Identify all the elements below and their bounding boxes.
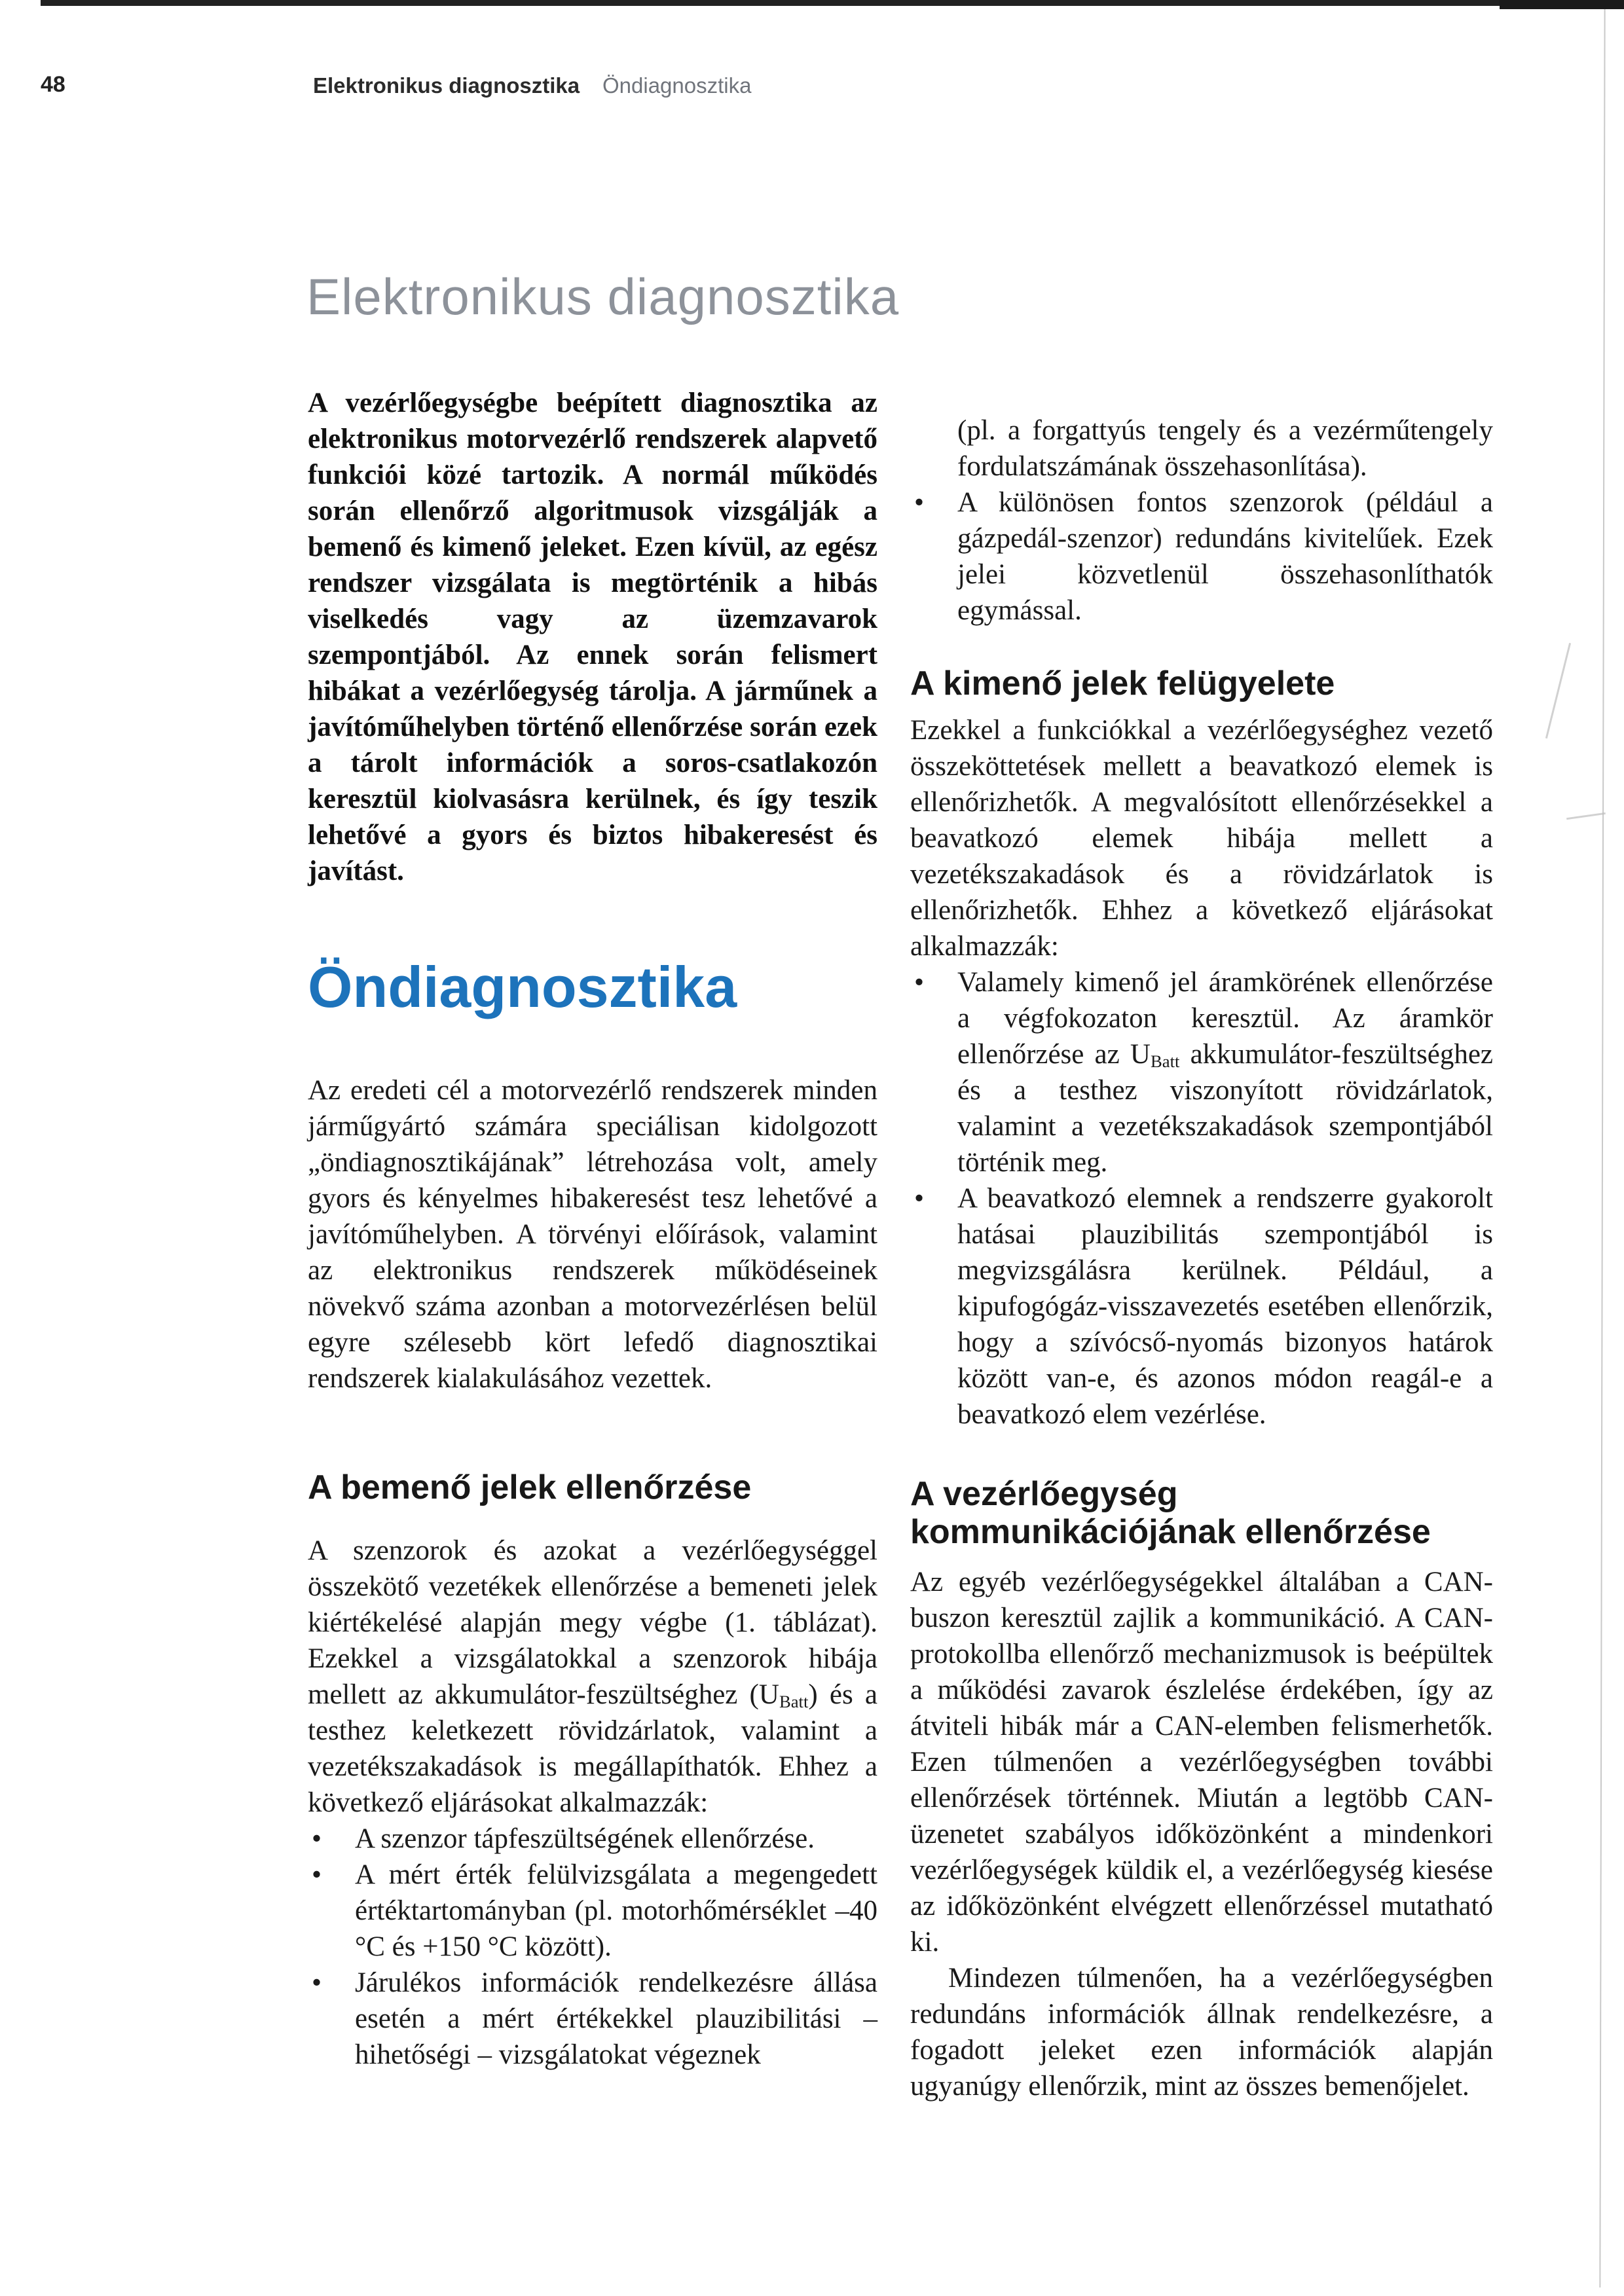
subheading-input-signals: A bemenő jelek ellenőrzése <box>308 1468 752 1506</box>
left-column <box>308 385 877 2073</box>
list-item <box>308 1821 877 1857</box>
header-section-title: Öndiagnosztika <box>602 73 752 98</box>
list-item <box>308 1965 877 2073</box>
section-heading-ondiagnosztika: Öndiagnosztika <box>308 955 737 1019</box>
list-item-text: Valamely kimenő jel áramkörének ellenőrzése a végfokozaton keresztül. Az áramkör ellenőrzése az $U_{Batt}$ akkumulátor-feszültséghez és a testhez viszonyított rövidzárlatok, valamint a vezetékszakadások szempontjából történik meg. <box>957 967 1493 1178</box>
subheading-ecu-communication: A vezérlőegység kommunikációjának ellenőrzése <box>910 1475 1431 1551</box>
list-item-text: Járulékos információk rendelkezésre állása esetén a mért értékekkel plauzibilitási – hihetőségi – vizsgálatokat végeznek <box>355 1967 877 2070</box>
list-item-text: A különösen fontos szenzorok (például a gázpedál-szenzor) redundáns kivitelűek. Ezek jelei közvetlenül összehasonlíthatók egymással. <box>957 487 1493 626</box>
paragraph: Az eredeti cél a motorvezérlő rendszerek minden járműgyártó számára speciálisan kidolgozott „öndiagnosztikájának” létrehozása volt, amely gyors és kényelmes hibakeresést tesz lehetővé a javítóműhelyben. A törvényi előírások, valamint az elektronikus rendszerek működéseinek növekvő száma azonban a motorvezérlésen belül egyre szélesebb kört lefedő diagnosztikai rendszerek kialakulásához vezettek. <box>308 1075 877 1394</box>
subheading-output-signals: A kimenő jelek felügyelete <box>910 665 1335 702</box>
bullet-icon: • <box>914 487 925 518</box>
list-item <box>910 484 1493 629</box>
running-header <box>0 72 1624 103</box>
header-chapter-title: Elektronikus diagnosztika <box>313 73 580 98</box>
scan-artifact <box>1545 643 1571 738</box>
scan-artifact <box>1566 812 1606 820</box>
page-title: Elektronikus diagnosztika <box>306 268 900 325</box>
paragraph: A szenzorok és azokat a vezérlőegységgel összekötő vezetékek ellenőrzése a bemeneti jelek kiértékelésé alapján megy végbe (1. táblázat). Ezekkel a vizsgálatokkal a szenzorok hibája mellett az akkumulátor-feszültséghez $(U_{Batt})$ és a testhez keletkezett rövidzárlatok, valamint a vezetékszakadások is megállapíthatók. Ehhez a következő eljárásokat alkalmazzák: <box>308 1535 877 1818</box>
paragraph: Mindezen túlmenően, ha a vezérlőegységben redundáns információk állnak rendelkezésre, a fogadott jeleket ezen információk alapján ugyanúgy ellenőrzik, mint az összes bemenőjelet. <box>910 1963 1493 2102</box>
bullet-icon: • <box>914 1183 925 1214</box>
page-edge-line <box>1599 9 1605 2287</box>
list-item-continuation: (pl. a forgattyús tengely és a vezérműtengely fordulatszámának összehasonlítása). <box>957 415 1493 482</box>
bullet-icon: • <box>914 967 925 998</box>
right-column <box>910 412 1493 2104</box>
bullet-icon: • <box>312 1823 322 1854</box>
page-number: 48 <box>41 72 65 97</box>
paragraph: Ezekkel a funkciókkal a vezérlőegységhez vezető összeköttetések mellett a beavatkozó elemek is ellenőrizhetők. A megvalósított ellenőrzésekkel a beavatkozó elemek hibája mellett a vezetékszakadások és a rövidzárlatok is ellenőrizhetők. Ehhez a következő eljárásokat alkalmazzák: <box>910 715 1493 962</box>
bullet-icon: • <box>312 1967 322 1998</box>
paragraph: Az egyéb vezérlőegységekkel általában a CAN-buszon keresztül zajlik a kommunikáció. A CAN-protokollba ellenőrző mechanizmusok is beépültek a működési zavarok észlelése érdekében, így az átviteli hibák már a CAN-elemben felismerhetők. Ezen túlmenően a vezérlőegységben további ellenőrzések történnek. Miután a legtöbb CAN-üzenetet szabályos időközönként a mindenkori vezérlőegységek küldik el, a vezérlőegység kiesése az időközönként elvégzett ellenőrzéssel mutatható ki. <box>910 1567 1493 1958</box>
intro-paragraph: A vezérlőegységbe beépített diagnosztika az elektronikus motorvezérlő rendszerek alapvető funkciói közé tartozik. A normál működés során ellenőrző algoritmusok vizsgálják a bemenő és kimenő jeleket. Ezen kívül, az egész rendszer vizsgálata is megtörténik a hibás viselkedés vagy az üzemzavarok szempontjából. Az ennek során felismert hibákat a vezérlőegység tárolja. A járműnek a javítóműhelyben történő ellenőrzése során ezek a tárolt információk a soros-csatlakozón keresztül kiolvasásra kerülnek, és így teszik lehetővé a gyors és biztos hibakeresést és javítást. <box>308 388 877 886</box>
scan-edge-bar-top <box>41 0 1624 6</box>
bullet-icon: • <box>312 1859 322 1890</box>
list-item-text: A szenzor tápfeszültségének ellenőrzése. <box>355 1823 815 1854</box>
list-item <box>910 1180 1493 1432</box>
list-item <box>308 1857 877 1965</box>
list-item-text: A beavatkozó elemnek a rendszerre gyakorolt hatásai plauzibilitás szempontjából is megvizsgálásra kerülnek. Például, a kipufogógáz-visszavezetés esetében ellenőrzik, hogy a szívócső-nyomás bizonyos határok között van-e, és azonos módon reagál-e a beavatkozó elem vezérlése. <box>957 1183 1493 1430</box>
list-item-text: A mért érték felülvizsgálata a megengedett értéktartományban (pl. motorhőmérséklet –40 °C és +150 °C között). <box>355 1859 877 1962</box>
list-item <box>910 964 1493 1180</box>
scan-edge-bar-top-right <box>1500 0 1624 9</box>
